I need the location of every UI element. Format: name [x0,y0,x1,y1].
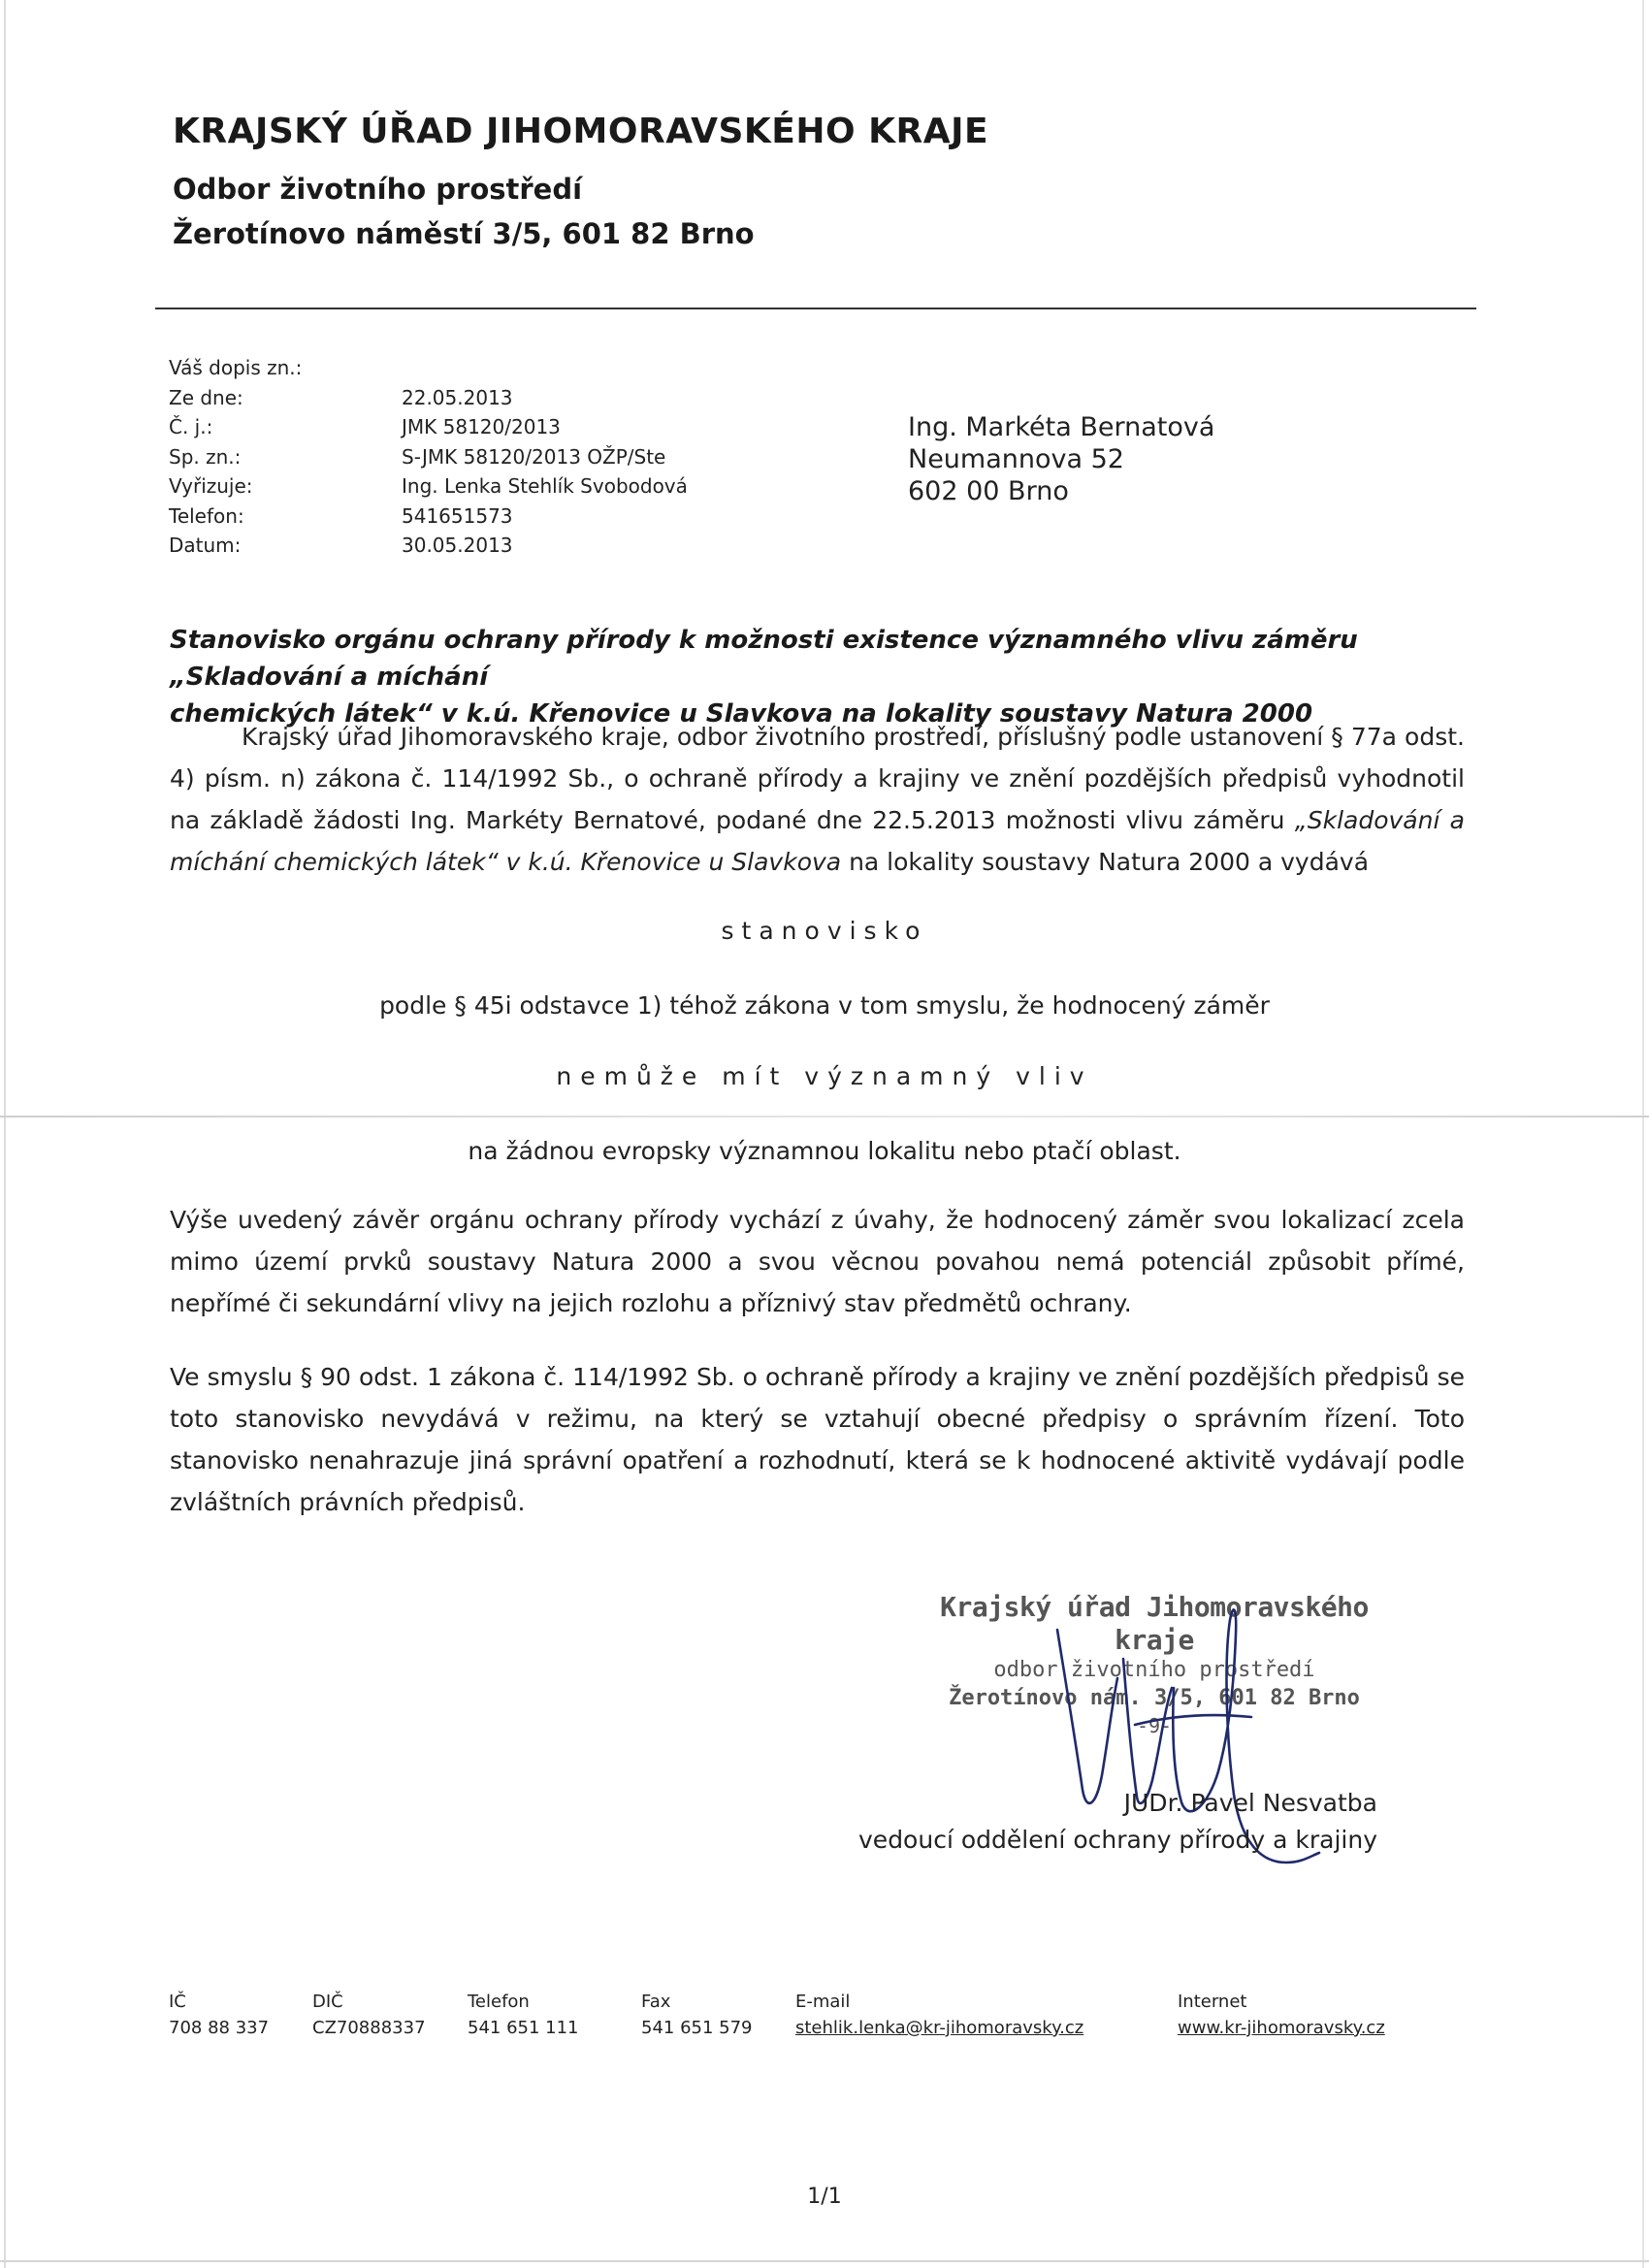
footer-value: CZ70888337 [312,2018,426,2038]
footer-col-telefon [468,1989,579,2041]
ref-label: Ze dne: [169,385,243,409]
ref-value: JMK 58120/2013 [402,415,561,438]
footer-value: 708 88 337 [169,2018,270,2038]
ref-row [169,531,688,561]
footer-col-email [795,1989,1083,2041]
department-name: Odbor životního prostředí [173,173,583,206]
authority-address: Žerotínovo náměstí 3/5, 601 82 Brno [173,217,755,250]
stamp-line: -9- [1136,1714,1173,1737]
body-paragraph: Ve smyslu § 90 odst. 1 zákona č. 114/1992 Sb. o ochraně přírody a krajiny ve znění pozdějších předpisů se toto stanovisko nevydává v režimu, na který se vztahují obecné předpisy o správním řízení. Toto stanovisko nenahrazuje jiná správní opatření a rozhodnutí, která se k hodnocené aktivitě vydávají podle zvláštních právních předpisů. [170,1363,1465,1516]
footer-value: 541 651 111 [468,2018,579,2038]
footer-label: DIČ [312,1992,343,2012]
body-paragraph: Výše uvedený závěr orgánu ochrany přírody vychází z úvahy, že hodnocený záměr svou lokalizací zcela mimo území prvků soustavy Natura 2000 a svou věcnou povahou nemá potenciál způsobit přímé, nepřímé či sekundární vlivy na jejich rozlohu a příznivý stav předmětů ochrany. [170,1206,1465,1317]
ref-label: Telefon: [169,503,244,528]
footer-value: 541 651 579 [641,2018,753,2038]
authority-name: KRAJSKÝ ÚŘAD JIHOMORAVSKÉHO KRAJE [173,112,989,151]
subject-line: Stanovisko orgánu ochrany přírody k možnosti existence významného vlivu záměru „Skladování a míchání [170,626,1358,692]
paragraph-text-span: na lokality soustavy Natura 2000 a vydává [841,848,1370,876]
ref-value: Ing. Lenka Stehlík Svobodová [402,474,688,498]
addressee-name: Ing. Markéta Bernatová [908,412,1215,442]
page-edge [1642,0,1644,2268]
signatory-role: vedoucí oddělení ochrany přírody a krajiny [858,1826,1377,1854]
ref-row [169,353,688,383]
email-link[interactable]: stehlik.lenka@kr-jihomoravsky.cz [795,2018,1084,2038]
footer-col-internet [1178,1989,1385,2041]
decision-scope: na žádnou evropsky významnou lokalitu nebo ptačí oblast. [468,1137,1181,1165]
decision-verdict: nemůže mít významný vliv [556,1062,1093,1090]
page-number: 1/1 [807,2185,842,2209]
footer-label: IČ [169,1992,186,2012]
addressee-city: 602 00 Brno [908,476,1069,506]
letterhead [173,109,988,256]
ref-label: Sp. zn.: [169,444,242,469]
website-link[interactable]: www.kr-jihomoravsky.cz [1178,2018,1385,2038]
body-paragraph [170,716,1465,883]
footer-col-dic [312,1989,426,2041]
ref-row [169,412,688,442]
footer-label: Internet [1178,1992,1247,2012]
ref-row [169,471,688,502]
ref-value: 22.05.2013 [402,385,513,409]
addressee-street: Neumannova 52 [908,444,1124,474]
stamp-line: Krajský úřad Jihomoravského kraje [940,1591,1369,1656]
decision-heading: stanovisko [721,917,928,945]
decision-basis: podle § 45i odstavce 1) téhož zákona v tom smyslu, že hodnocený záměr [379,991,1270,1020]
page-edge [0,2260,1649,2262]
ref-row [169,383,688,413]
stamp-line: odbor životního prostředí [993,1658,1315,1682]
footer-label: E-mail [795,1992,851,2012]
addressee-block [908,411,1214,507]
ref-label: Váš dopis zn.: [169,356,303,379]
ref-label: Datum: [169,534,242,557]
paragraph-text-span: Krajský úřad Jihomoravského kraje, odbor životního prostředí, příslušný podle ustanovení § 77a odst. 4) písm. n) zákona č. 114/1992 Sb., o ochraně přírody a krajiny ve znění pozdějších předpisů vyhodnotil na základě žádosti Ing. Markéty Bernatové, podané dne 22.5.2013 možnosti vlivu záměru [170,723,1465,834]
ref-value: 541651573 [402,503,513,528]
page-edge [4,0,6,2268]
reference-block [169,353,688,561]
signatory-block [834,1785,1377,1859]
ref-row [169,442,688,472]
stamp-line: Žerotínovo nám. 3/5, 601 82 Brno [949,1686,1360,1710]
subject-line: chemických látek“ v k.ú. Křenovice u Slavkova na lokality soustavy Natura 2000 [170,699,1313,729]
signatory-name: JUDr. Pavel Nesvatba [1123,1789,1377,1817]
ref-label: Č. j.: [169,415,213,438]
footer-label: Fax [641,1992,671,2012]
ref-row [169,502,688,532]
project-name: „Skladování a míchání chemických látek“ v k.ú. Křenovice u Slavkova [170,806,1465,876]
footer-label: Telefon [468,1992,530,2012]
paragraph-text [170,716,1465,883]
paper-fold [0,1116,1649,1118]
footer-col-fax [641,1989,753,2041]
ref-value: S-JMK 58120/2013 OŽP/Ste [402,444,666,469]
ref-value: 30.05.2013 [402,534,513,557]
footer-col-ic [169,1989,269,2041]
ref-label: Vyřizuje: [169,474,253,498]
header-divider [155,308,1476,309]
